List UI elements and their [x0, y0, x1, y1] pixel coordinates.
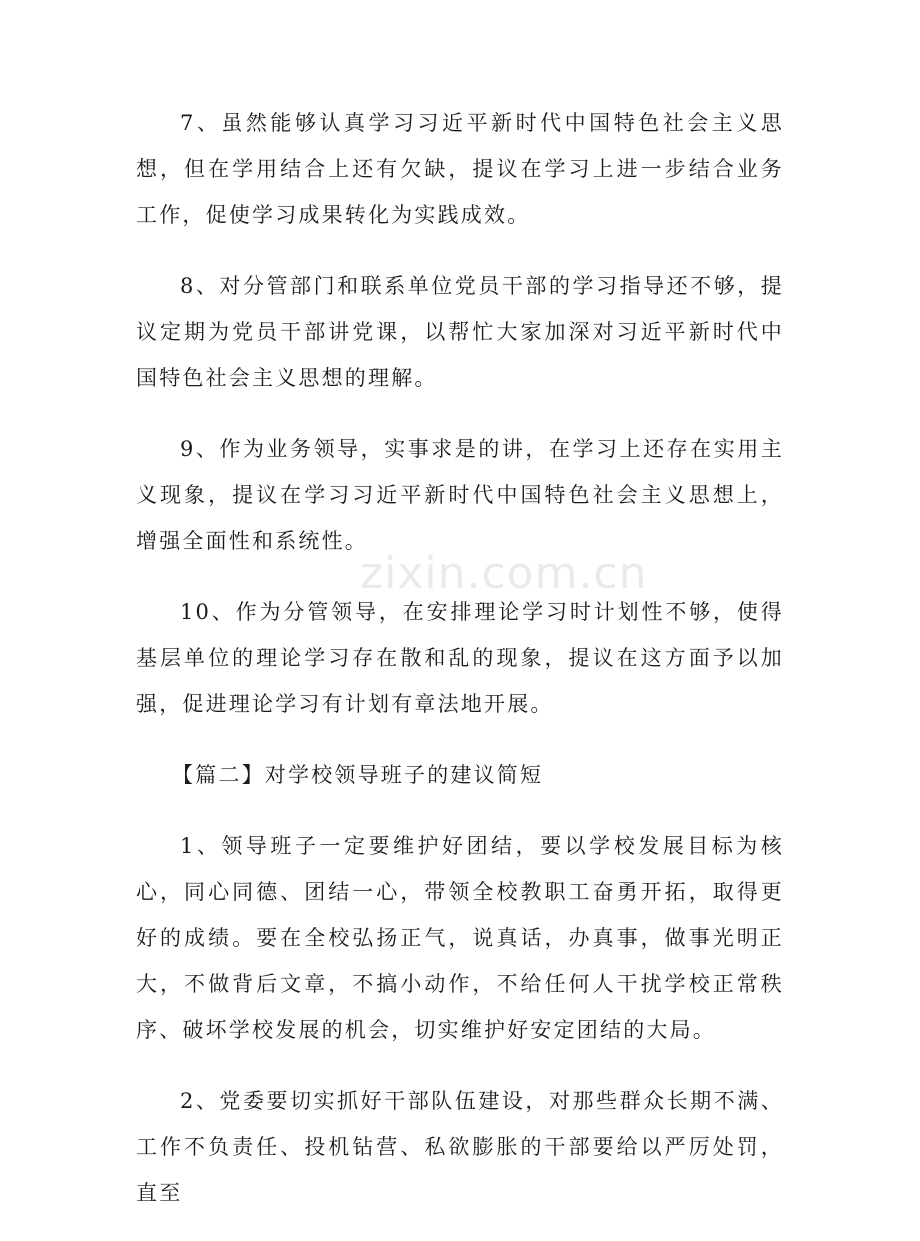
paragraph-item-7: 7、虽然能够认真学习习近平新时代中国特色社会主义思想，但在学用结合上还有欠缺，提议在学习上进一步结合业务工作，促使学习成果转化为实践成效。	[136, 111, 784, 227]
section-heading: 【篇二】对学校领导班子的建议简短	[172, 763, 544, 787]
paragraph-item-9: 9、作为业务领导，实事求是的讲，在学习上还存在实用主义现象，提议在学习习近平新时代中国特色社会主义思想上，增强全面性和系统性。	[136, 437, 784, 553]
paragraph-item-10: 10、作为分管领导，在安排理论学习时计划性不够，使得基层单位的理论学习存在散和乱的现象，提议在这方面予以加强，促进理论学习有计划有章法地开展。	[136, 600, 784, 716]
watermark: zixin.com.cn	[360, 548, 648, 599]
paragraph-item-2: 2、党委要切实抓好干部队伍建设，对那些群众长期不满、工作不负责任、投机钻营、私欲膨胀的干部要给以严厉处罚，直至	[136, 1089, 784, 1205]
document-body	[136, 100, 784, 1241]
paragraph-item-1: 1、领导班子一定要维护好团结，要以学校发展目标为核心，同心同德、团结一心，带领全校教职工奋勇开拓，取得更好的成绩。要在全校弘扬正气，说真话，办真事，做事光明正大，不做背后文章，不搞小动作，不给任何人干扰学校正常秩序、破坏学校发展的机会，切实维护好安定团结的大局。	[136, 834, 784, 1042]
paragraph-item-8: 8、对分管部门和联系单位党员干部的学习指导还不够，提议定期为党员干部讲党课，以帮忙大家加深对习近平新时代中国特色社会主义思想的理解。	[136, 274, 784, 390]
